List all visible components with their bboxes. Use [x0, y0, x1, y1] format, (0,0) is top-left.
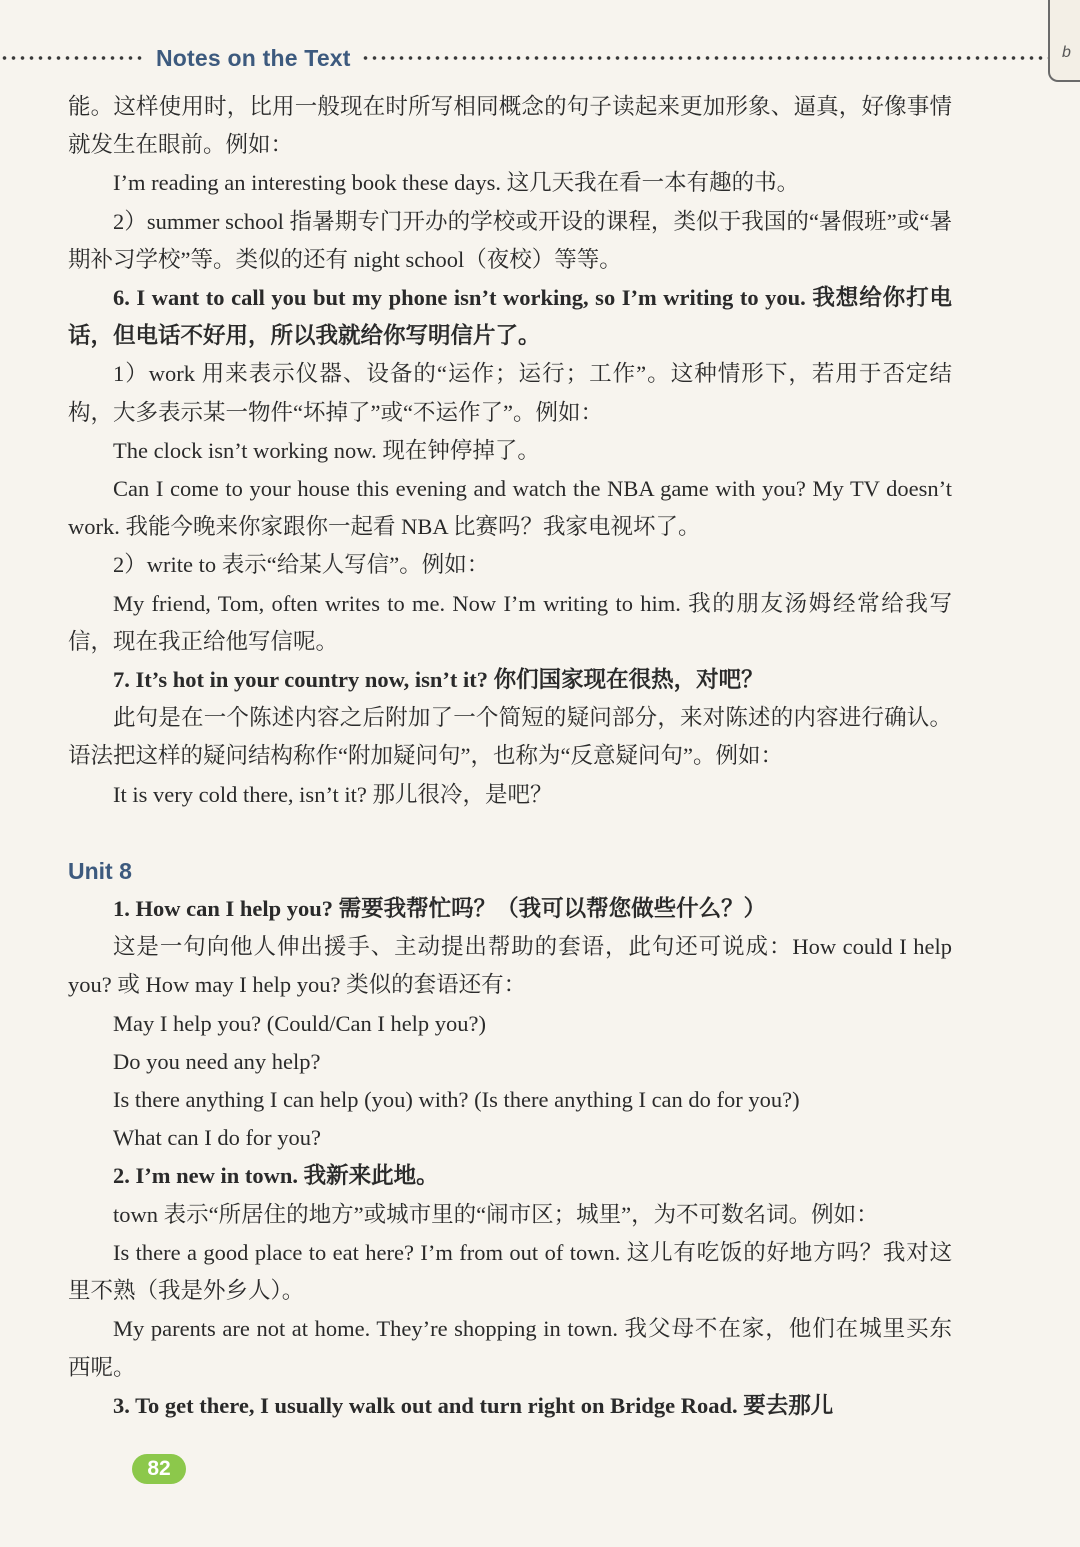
corner-tab-letter: b	[1062, 44, 1071, 61]
example-sentence: The clock isn’t working now. 现在钟停掉了。	[113, 437, 540, 463]
note-heading-7: 7. It’s hot in your country now, isn’t it? 你们国家现在很热，对吧？	[113, 667, 764, 693]
example-sentence: I’m reading an interesting book these days. 这几天我在看一本有趣的书。	[113, 170, 800, 196]
example-sentence: My parents are not at home. They’re shopping in town. 我父母不在家，他们在城里买东西呢。	[68, 1316, 952, 1380]
example-sentence: It is very cold there, isn’t it? 那儿很冷，是吧？	[113, 781, 553, 807]
note-heading-1: 1. How can I help you? 需要我帮忙吗？（我可以帮您做些什么？）	[113, 896, 767, 922]
page-corner-tab	[1048, 0, 1080, 82]
note-paragraph: 2）summer school 指暑期专门开办的学校或开设的课程，类似于我国的“暑假班”或“暑期补习学校”等。类似的还有 night school（夜校）等等。	[68, 208, 952, 272]
example-sentence: Do you need any help?	[113, 1048, 321, 1074]
note-paragraph: 1）work 用来表示仪器、设备的“运作；运行；工作”。这种情形下，若用于否定结构，大多表示某一物件“坏掉了”或“不运作了”。例如：	[68, 361, 952, 425]
example-sentence: May I help you? (Could/Can I help you?)	[113, 1010, 487, 1036]
note-paragraph: town 表示“所居住的地方”或城市里的“闹市区；城里”，为不可数名词。例如：	[113, 1201, 879, 1227]
header-dotted-rule-left	[0, 55, 146, 61]
example-sentence: Is there a good place to eat here? I’m from out of town. 这儿有吃饭的好地方吗？我对这里不熟（我是外乡人）。	[68, 1239, 952, 1304]
note-heading-3: 3. To get there, I usually walk out and turn right on Bridge Road. 要去那儿	[113, 1392, 834, 1418]
header-dotted-rule-right	[361, 55, 1060, 61]
paragraph-continuation: 能。这样使用时，比用一般现在时所写相同概念的句子读起来更加形象、逼真，好像事情就发生在眼前。例如：	[68, 94, 952, 158]
unit-heading: Unit 8	[68, 857, 132, 884]
example-sentence: Is there anything I can help (you) with? (Is there anything I can do for you?)	[113, 1087, 800, 1113]
running-header	[0, 40, 1060, 76]
note-paragraph: 2）write to 表示“给某人写信”。例如：	[113, 552, 490, 578]
header-title: Notes on the Text	[156, 44, 351, 71]
example-sentence: My friend, Tom, often writes to me. Now I’m writing to him. 我的朋友汤姆经常给我写信，现在我正给他写信呢。	[68, 590, 952, 654]
page-number-badge: 82	[132, 1454, 186, 1484]
note-paragraph: 此句是在一个陈述内容之后附加了一个简短的疑问部分，来对陈述的内容进行确认。语法把这样的疑问结构称作“附加疑问句”，也称为“反意疑问句”。例如：	[68, 705, 952, 769]
note-heading-6: 6. I want to call you but my phone isn’t working, so I’m writing to you. 我想给你打电话，但电话不好用，所以我就给你写明信片了。	[68, 285, 952, 349]
page-body	[68, 88, 952, 1425]
note-paragraph: 这是一句向他人伸出援手、主动提出帮助的套语，此句还可说成：How could I help you? 或 How may I help you? 类似的套语还有：	[68, 934, 952, 998]
example-sentence: Can I come to your house this evening and watch the NBA game with you? My TV doesn’t work. 我能今晚来你家跟你一起看 NBA 比赛吗？我家电视坏了。	[68, 476, 952, 540]
example-sentence: What can I do for you?	[113, 1125, 322, 1151]
note-heading-2: 2. I’m new in town. 我新来此地。	[113, 1163, 439, 1189]
